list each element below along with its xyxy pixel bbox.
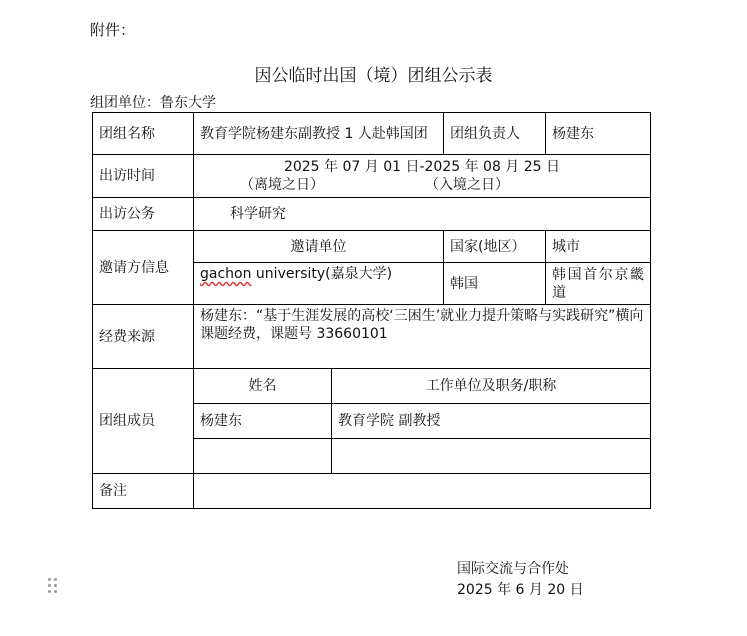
- remarks-value: [194, 474, 651, 509]
- city-value: 韩国首尔京畿道: [546, 263, 651, 305]
- funding-label: 经费来源: [93, 305, 194, 369]
- visit-time-notes: [200, 176, 644, 194]
- row-visit-time: [93, 155, 651, 198]
- country-value: 韩国: [444, 263, 546, 305]
- funding-value: 杨建东：“基于生涯发展的高校‘三困生’就业力提升策略与实践研究”横向课题经费，课题号 33660101: [194, 305, 651, 369]
- return-note: （入境之日）: [425, 177, 509, 193]
- member-position-empty: [332, 439, 651, 474]
- row-remarks: [93, 474, 651, 509]
- members-label: 团组成员: [93, 369, 194, 474]
- member-position: 教育学院 副教授: [332, 404, 651, 439]
- name-header: 姓名: [194, 369, 332, 404]
- remarks-label: 备注: [93, 474, 194, 509]
- row-members-headers: [93, 369, 651, 404]
- page-title: 因公临时出国（境）团组公示表: [254, 66, 493, 86]
- organizing-unit: 组团单位：鲁东大学: [90, 95, 216, 111]
- city-header: 城市: [546, 231, 651, 263]
- leader-value: 杨建东: [546, 113, 651, 155]
- group-name-value: 教育学院杨建东副教授 1 人赴韩国团: [194, 113, 444, 155]
- inviter-unit-value: [194, 263, 444, 305]
- footer-date: 2025 年 6 月 20 日: [457, 582, 584, 598]
- row-inviter-headers: [93, 231, 651, 263]
- depart-note: （离境之日）: [240, 177, 324, 193]
- attachment-label: 附件：: [90, 21, 136, 39]
- visit-time-cell: [194, 155, 651, 198]
- delegation-table: [92, 112, 651, 509]
- member-name: 杨建东: [194, 404, 332, 439]
- row-funding: [93, 305, 651, 369]
- mission-value: 科学研究: [194, 198, 651, 231]
- drag-handle-icon[interactable]: [47, 577, 59, 595]
- group-name-label: 团组名称: [93, 113, 194, 155]
- inviter-unit-rest: university(嘉泉大学): [251, 266, 393, 282]
- country-header: 国家(地区）: [444, 231, 546, 263]
- inviter-label: 邀请方信息: [93, 231, 194, 305]
- row-group-name: [93, 113, 651, 155]
- member-name-empty: [194, 439, 332, 474]
- visit-time-dates: 2025 年 07 月 01 日-2025 年 08 月 25 日: [283, 159, 561, 175]
- leader-label: 团组负责人: [444, 113, 546, 155]
- visit-time-label: 出访时间: [93, 155, 194, 198]
- inviter-unit-en: gachon: [200, 266, 252, 282]
- footer-office: 国际交流与合作处: [457, 561, 569, 577]
- mission-label: 出访公务: [93, 198, 194, 231]
- position-header: 工作单位及职务/职称: [332, 369, 651, 404]
- row-mission: [93, 198, 651, 231]
- inviter-unit-header: 邀请单位: [194, 231, 444, 263]
